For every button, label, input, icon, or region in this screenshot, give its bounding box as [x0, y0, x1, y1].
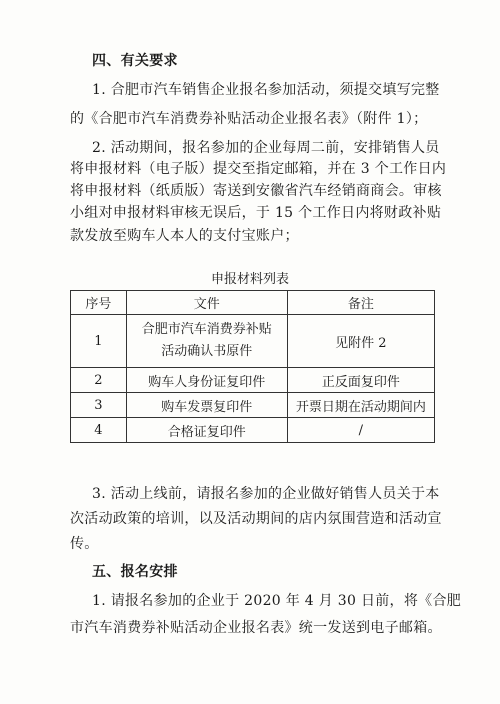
s4-p2-line-1: 2. 活动期间，报名参加的企业每周二前，安排销售人员 [92, 140, 440, 156]
cell-no: 4 [71, 418, 127, 443]
table-row [71, 368, 435, 393]
s4-p2-line-3: 将申报材料（纸质版）寄送到安徽省汽车经销商商会。审核 [70, 183, 442, 199]
cell-file [126, 315, 287, 368]
cell-note: 开票日期在活动期间内 [287, 393, 434, 418]
table-row [71, 393, 435, 418]
cell-note: 见附件 2 [287, 315, 434, 368]
materials-table [70, 290, 435, 443]
section-5-heading: 五、报名安排 [92, 564, 178, 580]
section-4-heading: 四、有关要求 [92, 53, 178, 69]
header-note: 备注 [287, 291, 434, 315]
s4-p2-line-2: 将申报材料（电子版）提交至指定邮箱，并在 3 个工作日内 [70, 161, 447, 177]
s4-p3-line-3: 传。 [70, 536, 99, 552]
cell-file: 购车人身份证复印件 [126, 368, 287, 393]
cell-file-line-2: 活动确认书原件 [161, 344, 253, 359]
cell-note: 正反面复印件 [287, 368, 434, 393]
s4-p1-line-2: 的《合肥市汽车消费券补贴活动企业报名表》（附件 1）； [70, 111, 428, 127]
cell-file: 合格证复印件 [126, 418, 287, 443]
cell-file: 购车发票复印件 [126, 393, 287, 418]
cell-no: 3 [71, 393, 127, 418]
table-row [71, 315, 435, 368]
s5-p1-line-1: 1. 请报名参加的企业于 2020 年 4 月 30 日前，将《合肥 [92, 593, 462, 609]
table-caption: 申报材料列表 [210, 272, 289, 287]
header-no: 序号 [71, 291, 127, 315]
table-row [71, 418, 435, 443]
cell-no: 1 [71, 315, 127, 368]
table-header-row [71, 291, 435, 315]
s5-p1-line-2: 市汽车消费券补贴活动企业报名表》统一发送到电子邮箱。 [70, 620, 442, 636]
s4-p2-line-5: 款发放至购车人本人的支付宝账户； [70, 228, 299, 244]
s4-p3-line-1: 3. 活动上线前，请报名参加的企业做好销售人员关于本 [92, 486, 440, 502]
cell-file-line-1: 合肥市汽车消费券补贴 [141, 322, 272, 337]
s4-p2-line-4: 小组对申报材料审核无误后，于 15 个工作日内将财政补贴 [70, 205, 442, 221]
s4-p3-line-2: 次活动政策的培训，以及活动期间的店内氛围营造和活动宣 [70, 511, 442, 527]
cell-note: / [287, 418, 434, 443]
header-file: 文件 [126, 291, 287, 315]
cell-no: 2 [71, 368, 127, 393]
s4-p1-line-1: 1. 合肥市汽车销售企业报名参加活动，须提交填写完整 [92, 82, 440, 98]
